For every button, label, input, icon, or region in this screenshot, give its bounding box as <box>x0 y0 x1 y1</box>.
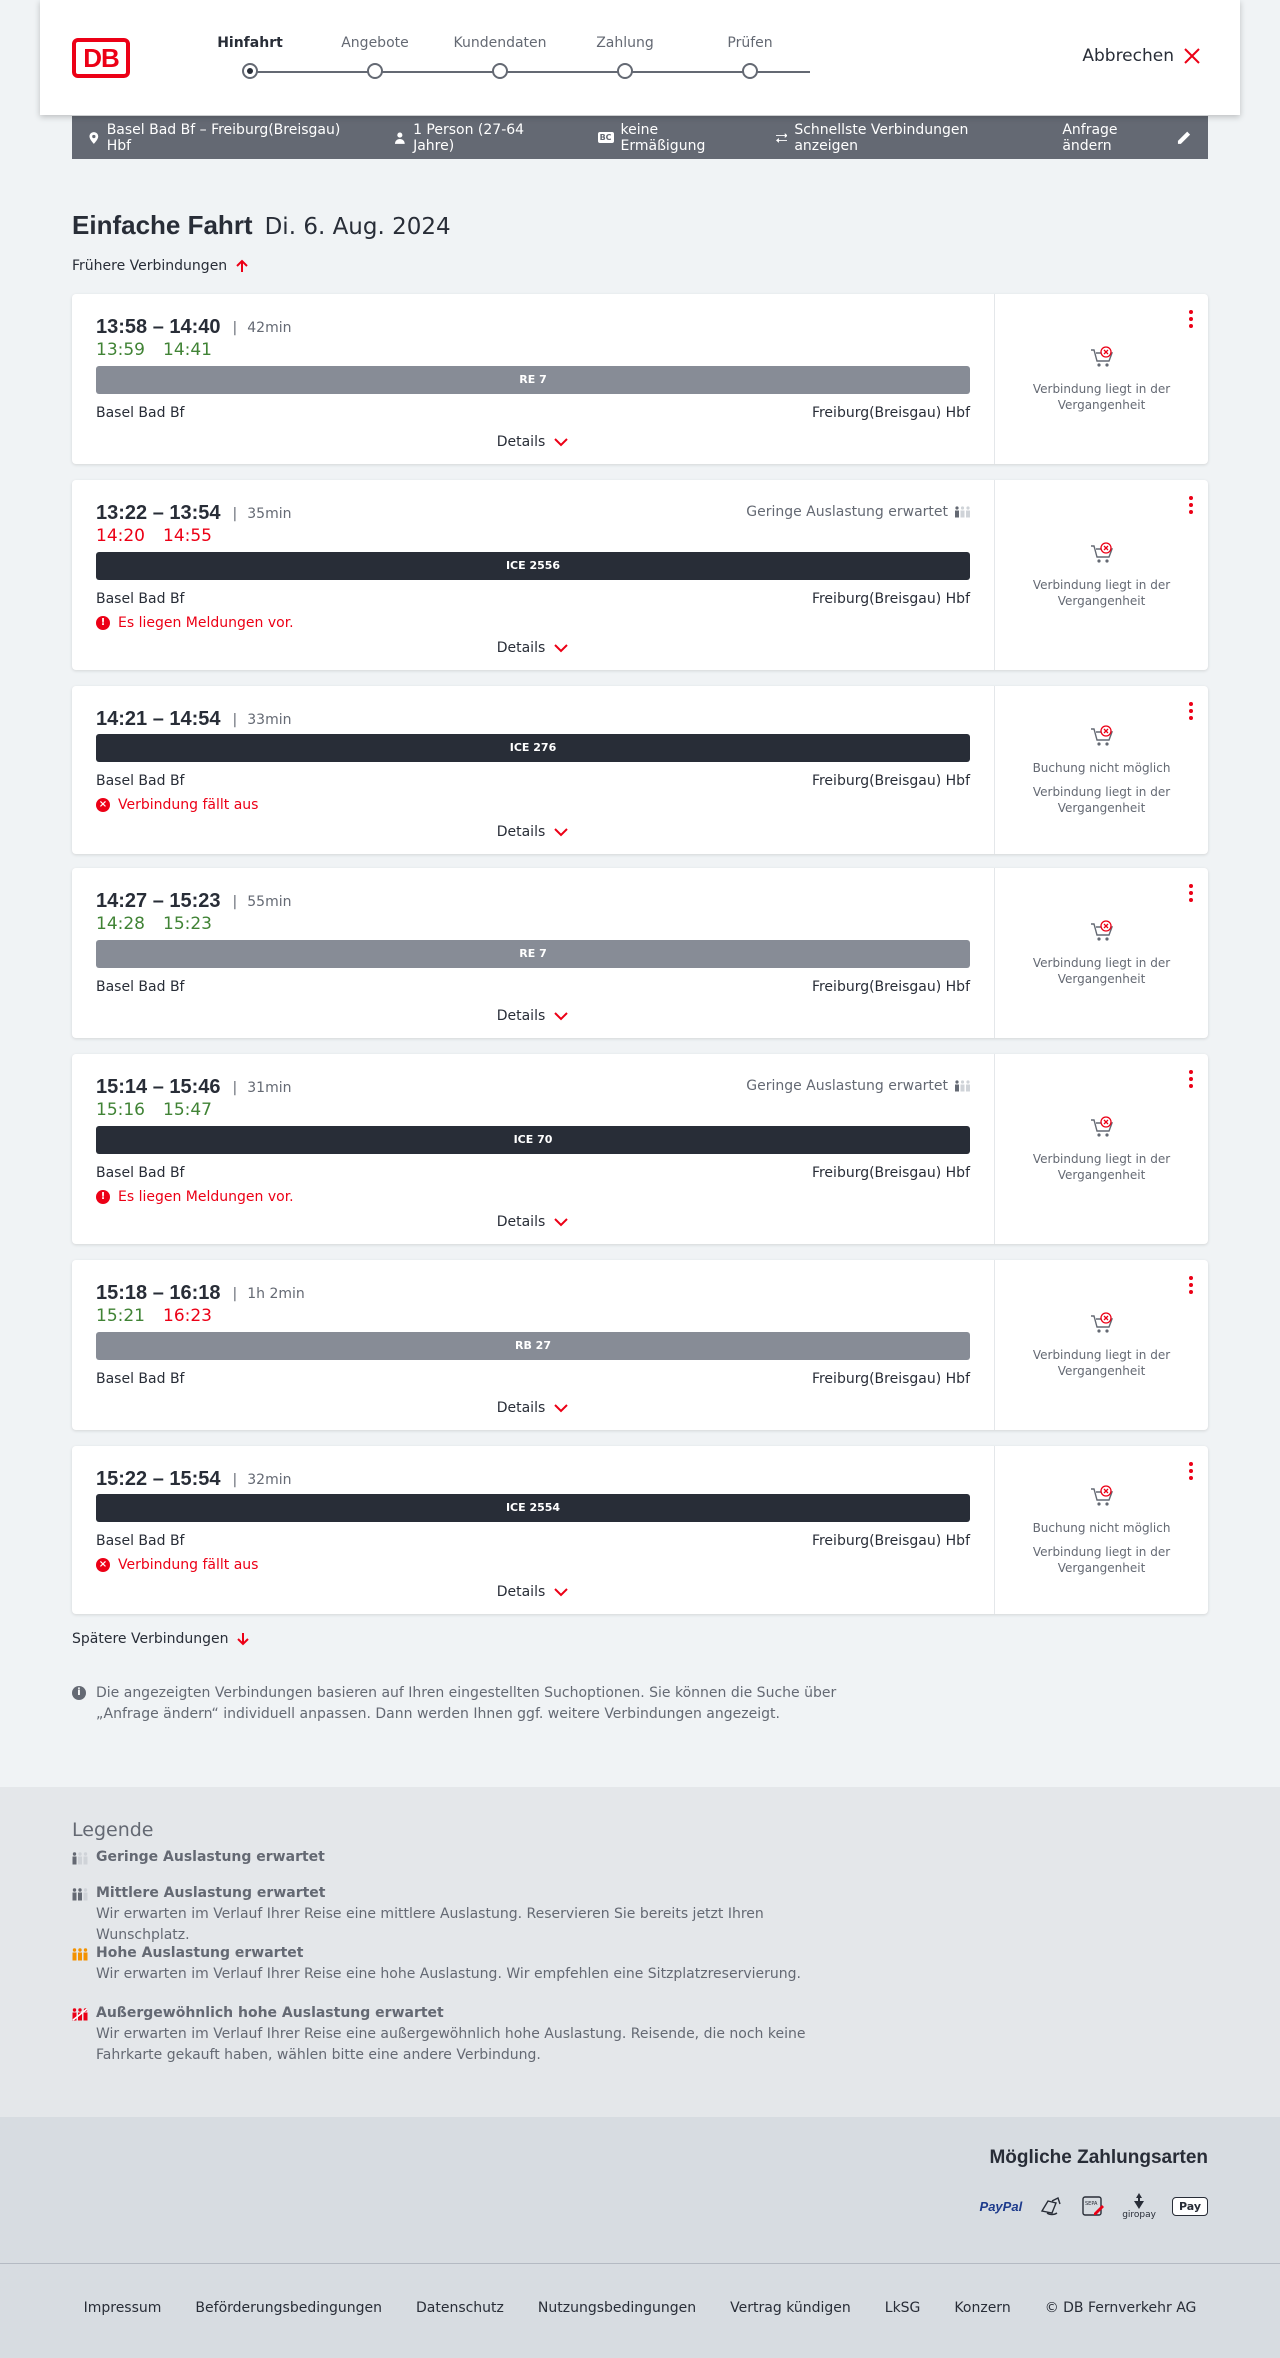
offer-panel <box>994 294 1208 464</box>
offer-status <box>995 345 1208 413</box>
utilization-text: Geringe Auslastung erwartet <box>746 504 948 520</box>
legend-item-desc: Wir erwarten im Verlauf Ihrer Reise eine außergewöhnlich hohe Auslastung. Reisende, die noch keine Fahrkarte gekauft haben, wählen bitte eine andere Verbindung. <box>96 2026 806 2063</box>
payment-title: Mögliche Zahlungsarten <box>989 2147 1208 2168</box>
more-options-icon[interactable] <box>1188 1462 1194 1480</box>
train-bar[interactable]: ICE 276 <box>96 734 970 762</box>
legend-title-text: Mittlere Auslastung erwartet <box>96 1885 326 1901</box>
notice-text: Es liegen Meldungen vor. <box>118 1189 294 1205</box>
offer-panel <box>994 1054 1208 1244</box>
connection-card[interactable] <box>72 868 1208 1038</box>
paypal-icon <box>980 2189 1023 2223</box>
arrival-station: Freiburg(Breisgau) Hbf <box>811 979 970 995</box>
step-dot <box>742 63 758 79</box>
train-bar[interactable]: RB 27 <box>96 1332 970 1360</box>
connection-times <box>96 1282 305 1305</box>
legend-section <box>0 1787 1280 2117</box>
giropay-label: giropay <box>1122 2210 1156 2220</box>
duration: 55min <box>247 893 292 910</box>
separator: | <box>232 893 238 910</box>
realtime-departure: 14:20 <box>96 526 145 546</box>
cancel-label: Abbrechen <box>1082 46 1174 66</box>
connection-card[interactable] <box>72 686 1208 854</box>
offer-panel <box>994 686 1208 854</box>
realtime-times <box>96 1306 212 1326</box>
shopping-cart-unavailable-icon <box>1089 345 1115 371</box>
departure-station: Basel Bad Bf <box>96 591 185 607</box>
realtime-times <box>96 340 212 360</box>
connection-notice <box>96 797 258 813</box>
train-bar[interactable]: ICE 70 <box>96 1126 970 1154</box>
legend-item-title <box>72 1883 852 1904</box>
utilization-indicator <box>746 504 970 520</box>
more-options-icon[interactable] <box>1188 1276 1194 1294</box>
giropay-icon <box>1122 2189 1156 2223</box>
legend-item <box>72 2003 852 2066</box>
route-text: Basel Bad Bf – Freiburg(Breisgau) Hbf <box>106 121 341 154</box>
credit-card-icon <box>1038 2189 1064 2223</box>
connection-main <box>72 868 994 1038</box>
connection-card[interactable] <box>72 480 1208 670</box>
scheduled-times: 15:14 – 15:46 <box>96 1076 221 1098</box>
utilization-level-icon <box>72 2007 88 2021</box>
duration: 31min <box>247 1079 292 1096</box>
utilization-level-icon <box>72 1947 88 1961</box>
step-angebote <box>315 33 435 53</box>
offer-status-text: Buchung nicht möglich <box>1032 761 1171 775</box>
paypal-label: PayPal <box>979 2198 1023 2214</box>
footer-link[interactable]: Nutzungsbedingungen <box>537 2300 697 2316</box>
shopping-cart-unavailable-icon <box>1089 541 1115 567</box>
chevron-down-icon <box>553 827 569 837</box>
search-info <box>72 1683 852 1725</box>
edit-search-label: Anfrage ändern <box>1062 121 1118 154</box>
offer-status-text: Verbindung liegt in der Vergangenheit <box>1032 382 1171 412</box>
offer-status-text: Verbindung liegt in der Vergangenheit <box>1032 1348 1171 1378</box>
legend-title: Legende <box>72 1819 154 1841</box>
utilization-indicator <box>746 1078 970 1094</box>
legend-item <box>72 1943 852 1985</box>
realtime-arrival: 15:47 <box>163 1100 212 1120</box>
legend-item <box>72 1847 852 1868</box>
details-label: Details <box>496 1584 546 1600</box>
offer-status-text: Verbindung liegt in der Vergangenheit <box>1032 578 1171 608</box>
offer-status <box>995 1311 1208 1379</box>
step-label: Angebote <box>341 35 409 51</box>
step-dot <box>367 63 383 79</box>
duration: 33min <box>247 711 292 728</box>
connection-main <box>72 1054 994 1244</box>
chevron-down-icon <box>553 437 569 447</box>
realtime-times <box>96 526 212 546</box>
offer-status <box>995 919 1208 987</box>
person-icon <box>394 132 406 144</box>
train-bar[interactable]: ICE 2556 <box>96 552 970 580</box>
offer-status <box>995 1484 1208 1576</box>
step-dot <box>617 63 633 79</box>
shopping-cart-unavailable-icon <box>1089 1115 1115 1141</box>
scheduled-times: 15:18 – 16:18 <box>96 1282 221 1304</box>
trip-date: Di. 6. Aug. 2024 <box>264 214 451 240</box>
pencil-icon <box>1176 130 1192 146</box>
utilization-level-icon <box>72 1851 88 1865</box>
shopping-cart-unavailable-icon <box>1089 1311 1115 1337</box>
legend-title-text: Geringe Auslastung erwartet <box>96 1849 325 1865</box>
low-utilization-icon <box>954 1080 970 1092</box>
cancel-circle-icon: × <box>96 1558 110 1572</box>
utilization-text: Geringe Auslastung erwartet <box>746 1078 948 1094</box>
search-summary-bar <box>72 116 1208 159</box>
realtime-times <box>96 914 212 934</box>
details-toggle[interactable] <box>72 824 994 840</box>
details-label: Details <box>496 1214 546 1230</box>
swap-arrows-icon <box>776 132 788 144</box>
connection-notice <box>96 1189 294 1205</box>
shopping-cart-unavailable-icon <box>1089 919 1115 945</box>
separator: | <box>232 505 238 522</box>
arrow-up-icon <box>235 259 249 273</box>
more-options-icon[interactable] <box>1188 1070 1194 1088</box>
offer-status-text: Verbindung liegt in der Vergangenheit <box>1032 956 1171 986</box>
earlier-connections-button[interactable] <box>72 258 249 274</box>
alert-circle-icon: ! <box>96 616 110 630</box>
scheduled-times: 14:21 – 14:54 <box>96 708 221 730</box>
footer-links <box>0 2300 1280 2316</box>
trip-type: Einfache Fahrt <box>72 210 253 240</box>
footer-link: © DB Fernverkehr AG <box>1044 2300 1197 2316</box>
bahncard-icon: BC <box>599 133 612 142</box>
step-dot-active <box>242 63 258 79</box>
footer <box>0 2263 1280 2358</box>
details-toggle[interactable] <box>72 434 994 450</box>
step-pruefen <box>690 33 810 53</box>
details-toggle[interactable] <box>72 640 994 656</box>
earlier-connections-label: Frühere Verbindungen <box>72 258 228 274</box>
connection-times <box>96 890 291 913</box>
departure-station: Basel Bad Bf <box>96 405 185 421</box>
separator: | <box>232 1079 238 1096</box>
connection-times <box>96 708 291 731</box>
footer-link[interactable]: Datenschutz <box>415 2300 504 2316</box>
legend-title-text: Hohe Auslastung erwartet <box>96 1945 304 1961</box>
cancel-circle-icon: × <box>96 798 110 812</box>
realtime-departure: 13:59 <box>96 340 145 360</box>
edit-search-button[interactable] <box>1062 122 1192 154</box>
step-label: Zahlung <box>596 35 654 51</box>
booking-header <box>40 0 1240 115</box>
passenger-filter[interactable] <box>394 122 565 154</box>
duration: 1h 2min <box>247 1285 305 1302</box>
footer-link[interactable]: Beförderungsbedingungen <box>195 2300 382 2316</box>
fastest-filter[interactable] <box>776 122 1031 154</box>
apple-pay-icon <box>1172 2189 1208 2223</box>
db-logo[interactable]: DB <box>72 38 130 78</box>
details-toggle[interactable] <box>72 1400 994 1416</box>
legend-item-desc: Wir erwarten im Verlauf Ihrer Reise eine hohe Auslastung. Wir empfehlen eine Sitzplatzreservierung. <box>96 1966 801 1982</box>
separator: | <box>232 1471 238 1488</box>
connection-times <box>96 1076 291 1099</box>
scheduled-times: 13:58 – 14:40 <box>96 316 221 338</box>
footer-link[interactable]: LkSG <box>884 2300 921 2316</box>
chevron-down-icon <box>553 1403 569 1413</box>
page-title <box>72 210 451 241</box>
step-label: Hinfahrt <box>217 35 283 51</box>
connection-times <box>96 502 291 525</box>
route-filter[interactable] <box>88 122 362 154</box>
footer-link[interactable]: Vertrag kündigen <box>730 2300 851 2316</box>
details-label: Details <box>496 434 546 450</box>
separator: | <box>232 711 238 728</box>
train-bar[interactable]: RE 7 <box>96 366 970 394</box>
details-label: Details <box>496 1400 546 1416</box>
connection-main <box>72 686 994 854</box>
duration: 42min <box>247 319 292 336</box>
realtime-arrival: 14:55 <box>163 526 212 546</box>
realtime-arrival: 16:23 <box>163 1306 212 1326</box>
offer-status <box>995 724 1208 816</box>
arrival-station: Freiburg(Breisgau) Hbf <box>811 591 970 607</box>
offer-status-text: Verbindung liegt in der Vergangenheit <box>1032 785 1171 815</box>
step-zahlung <box>565 33 685 53</box>
offer-status-text: Verbindung liegt in der Vergangenheit <box>1032 1545 1171 1575</box>
applepay-label: Pay <box>1172 2197 1208 2216</box>
departure-station: Basel Bad Bf <box>96 1371 185 1387</box>
offer-status <box>995 1115 1208 1183</box>
later-connections-label: Spätere Verbindungen <box>72 1631 229 1647</box>
realtime-departure: 15:16 <box>96 1100 145 1120</box>
realtime-times <box>96 1100 212 1120</box>
scheduled-times: 15:22 – 15:54 <box>96 1468 221 1490</box>
connection-main <box>72 480 994 670</box>
connection-card[interactable] <box>72 294 1208 464</box>
offer-status <box>995 541 1208 609</box>
legend-item <box>72 1883 852 1946</box>
notice-text: Verbindung fällt aus <box>118 1557 259 1573</box>
separator: | <box>232 319 238 336</box>
info-icon: i <box>72 1686 86 1700</box>
payment-icons <box>980 2189 1208 2223</box>
offer-panel <box>994 1260 1208 1430</box>
later-connections-button[interactable] <box>72 1631 250 1647</box>
legend-title-text: Außergewöhnlich hohe Auslastung erwartet <box>96 2005 444 2021</box>
legend-item-desc: Wir erwarten im Verlauf Ihrer Reise eine mittlere Auslastung. Reservieren Sie bereits jetzt Ihren Wunschplatz. <box>96 1906 764 1943</box>
discount-filter[interactable] <box>598 122 744 154</box>
legend-item-title <box>72 2003 852 2024</box>
connection-notice <box>96 615 294 631</box>
legend-item-title <box>72 1847 852 1868</box>
offer-panel <box>994 868 1208 1038</box>
scheduled-times: 14:27 – 15:23 <box>96 890 221 912</box>
offer-panel <box>994 1446 1208 1614</box>
train-bar[interactable]: RE 7 <box>96 940 970 968</box>
alert-circle-icon: ! <box>96 1190 110 1204</box>
legend-item-title <box>72 1943 852 1964</box>
offer-panel <box>994 480 1208 670</box>
step-kundendaten <box>440 33 560 53</box>
details-toggle[interactable] <box>72 1008 994 1024</box>
offer-status-text: Buchung nicht möglich <box>1032 1521 1171 1535</box>
departure-station: Basel Bad Bf <box>96 1165 185 1181</box>
details-label: Details <box>496 640 546 656</box>
chevron-down-icon <box>553 1011 569 1021</box>
chevron-down-icon <box>553 1587 569 1597</box>
discount-text: keine Ermäßigung <box>620 121 706 154</box>
arrival-station: Freiburg(Breisgau) Hbf <box>811 1165 970 1181</box>
search-info-text: Die angezeigten Verbindungen basieren auf Ihren eingestellten Suchoptionen. Sie können die Suche über „Anfrage ändern“ individuell anpassen. Dann werden Ihnen ggf. weitere Verbindungen angezeigt. <box>96 1685 837 1722</box>
connection-main <box>72 294 994 464</box>
details-label: Details <box>496 824 546 840</box>
notice-text: Verbindung fällt aus <box>118 797 259 813</box>
stepper-line <box>251 71 810 73</box>
shopping-cart-unavailable-icon <box>1089 1484 1115 1510</box>
more-options-icon[interactable] <box>1188 702 1194 720</box>
close-icon <box>1182 46 1202 66</box>
connection-main <box>72 1260 994 1430</box>
offer-status-text: Verbindung liegt in der Vergangenheit <box>1032 1152 1171 1182</box>
footer-link[interactable]: Konzern <box>954 2300 1011 2316</box>
duration: 35min <box>247 505 292 522</box>
arrow-down-icon <box>236 1632 250 1646</box>
more-options-icon[interactable] <box>1188 496 1194 514</box>
more-options-icon[interactable] <box>1188 884 1194 902</box>
sepa-direct-debit-icon <box>1080 2189 1106 2223</box>
footer-link[interactable]: Impressum <box>83 2300 162 2316</box>
connection-times <box>96 316 291 339</box>
connection-notice <box>96 1557 258 1573</box>
cancel-button[interactable] <box>1082 46 1202 66</box>
step-label: Prüfen <box>727 35 773 51</box>
location-pin-icon <box>88 132 100 144</box>
step-label: Kundendaten <box>453 35 547 51</box>
separator: | <box>232 1285 238 1302</box>
departure-station: Basel Bad Bf <box>96 773 185 789</box>
utilization-level-icon <box>72 1887 88 1901</box>
connection-times <box>96 1468 291 1491</box>
details-label: Details <box>496 1008 546 1024</box>
low-utilization-icon <box>954 506 970 518</box>
fastest-text: Schnellste Verbindungen anzeigen <box>794 121 969 154</box>
arrival-station: Freiburg(Breisgau) Hbf <box>811 773 970 789</box>
step-hinfahrt <box>190 33 310 53</box>
departure-station: Basel Bad Bf <box>96 979 185 995</box>
chevron-down-icon <box>553 1217 569 1227</box>
details-toggle[interactable] <box>72 1584 994 1600</box>
shopping-cart-unavailable-icon <box>1089 724 1115 750</box>
arrival-station: Freiburg(Breisgau) Hbf <box>811 1371 970 1387</box>
connection-card[interactable] <box>72 1260 1208 1430</box>
sepa-label: SEPA <box>1085 2201 1098 2207</box>
scheduled-times: 13:22 – 13:54 <box>96 502 221 524</box>
realtime-arrival: 14:41 <box>163 340 212 360</box>
chevron-down-icon <box>553 643 569 653</box>
duration: 32min <box>247 1471 292 1488</box>
details-toggle[interactable] <box>72 1214 994 1230</box>
connection-card[interactable] <box>72 1054 1208 1244</box>
step-dot <box>492 63 508 79</box>
more-options-icon[interactable] <box>1188 310 1194 328</box>
payment-section <box>0 2117 1280 2263</box>
arrival-station: Freiburg(Breisgau) Hbf <box>811 405 970 421</box>
notice-text: Es liegen Meldungen vor. <box>118 615 294 631</box>
connection-card[interactable] <box>72 1446 1208 1614</box>
realtime-departure: 14:28 <box>96 914 145 934</box>
train-bar[interactable]: ICE 2554 <box>96 1494 970 1522</box>
realtime-departure: 15:21 <box>96 1306 145 1326</box>
progress-stepper <box>180 33 810 83</box>
realtime-arrival: 15:23 <box>163 914 212 934</box>
passenger-text: 1 Person (27-64 Jahre) <box>413 121 525 154</box>
departure-station: Basel Bad Bf <box>96 1533 185 1549</box>
connection-main <box>72 1446 994 1614</box>
arrival-station: Freiburg(Breisgau) Hbf <box>811 1533 970 1549</box>
